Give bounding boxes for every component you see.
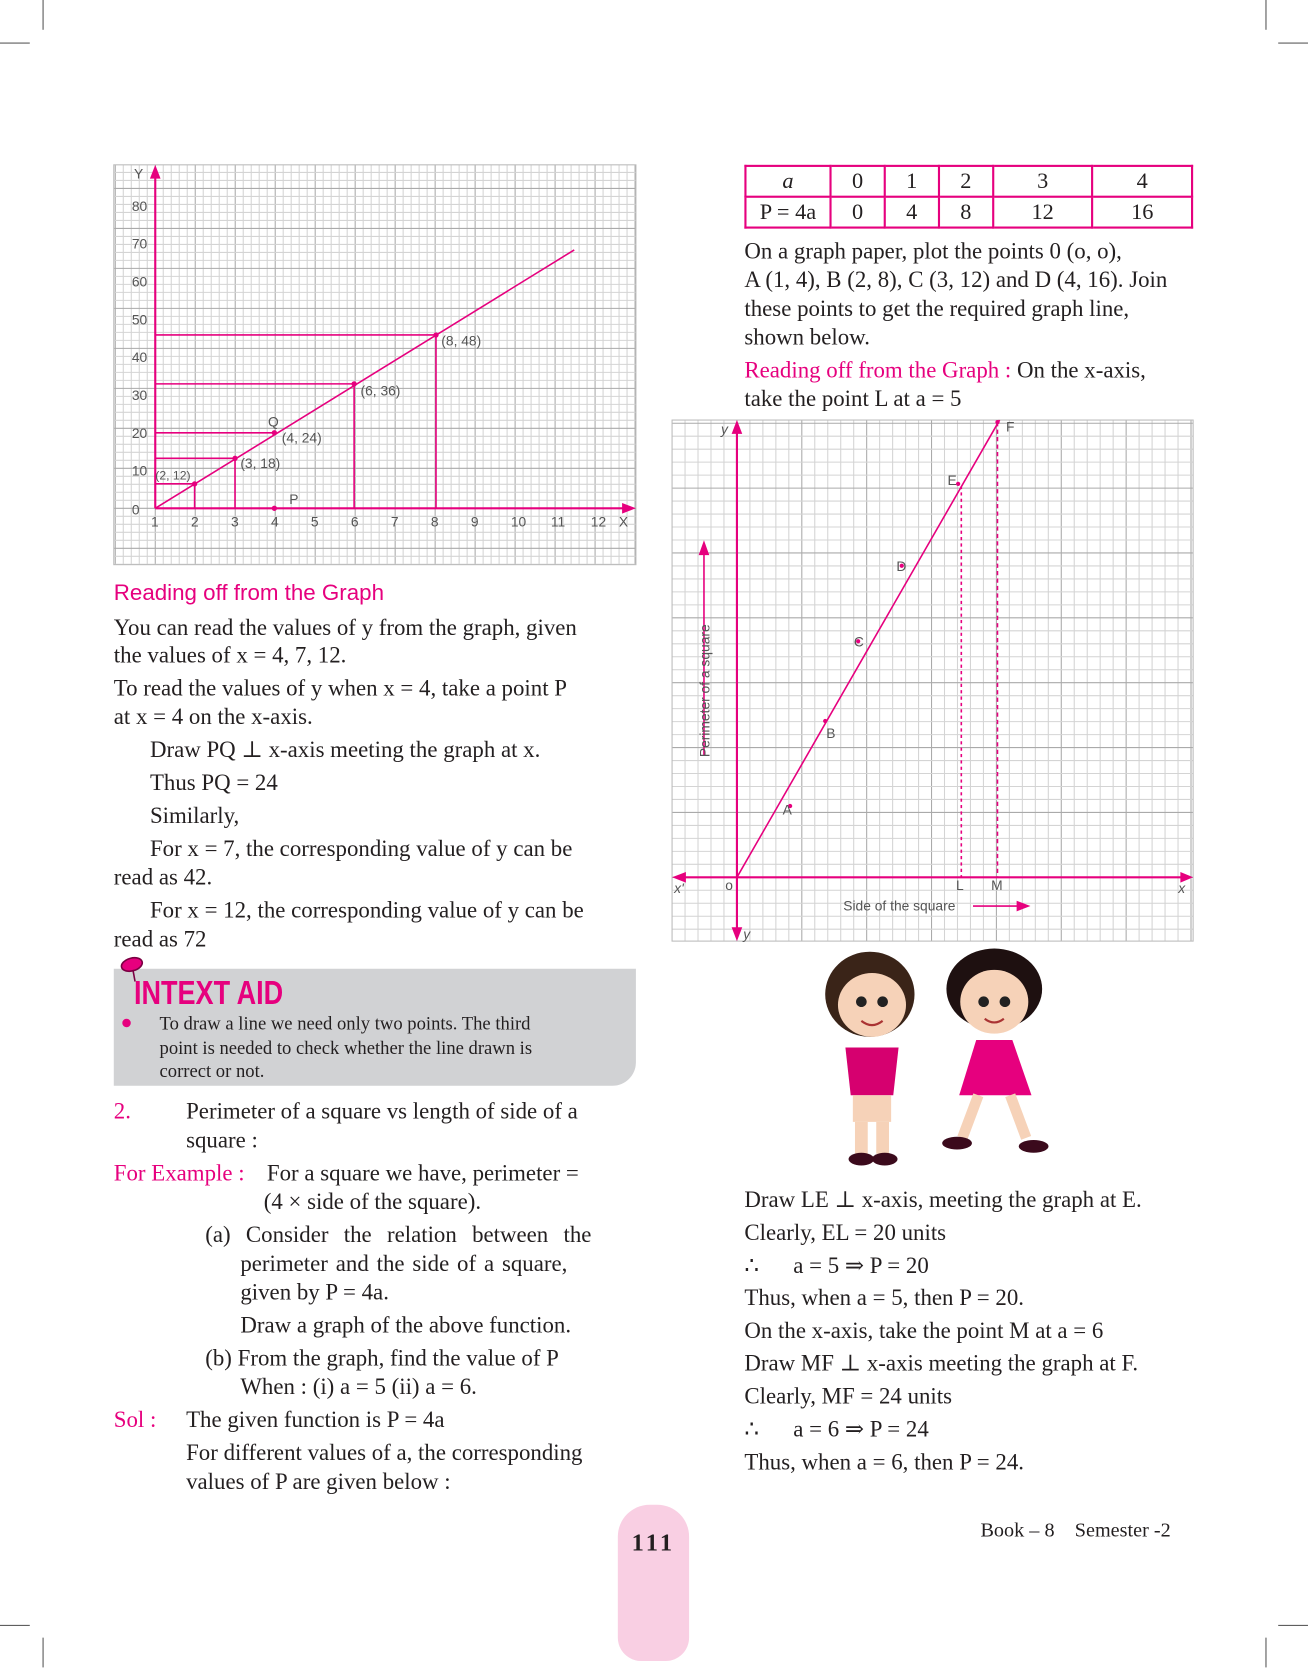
girl-illustration xyxy=(942,949,1048,1153)
text-line: For different values of a, the corresponding xyxy=(186,1439,583,1466)
arrow-icon xyxy=(732,420,743,434)
y-neg-label: y xyxy=(743,925,751,942)
crop-mark xyxy=(0,1625,30,1626)
bullet xyxy=(122,1019,131,1028)
table-cell: P = 4a xyxy=(745,197,830,228)
text-line: the values of x = 4, 7, 12. xyxy=(113,642,347,668)
point-label: A xyxy=(782,801,792,818)
text-line: Thus, when a = 5, then P = 20. xyxy=(744,1284,1024,1311)
reading-label: Reading off from the Graph : xyxy=(744,357,1012,383)
y-tick-label: 0 xyxy=(131,501,140,518)
text-line: shown below. xyxy=(744,324,870,350)
x-axis-label: x xyxy=(1178,880,1186,897)
point-label: (6, 36) xyxy=(360,382,401,399)
m-label: M xyxy=(991,877,1003,894)
point-label: (2, 12) xyxy=(155,468,191,483)
y-axis-title: Perimeter of a square xyxy=(696,624,713,758)
text-line: these points to get the required graph line, xyxy=(744,295,1130,322)
text-line: You can read the values of y from the graph, given xyxy=(113,614,577,641)
table-cell: 4 xyxy=(1092,166,1192,197)
x-axis-label: X xyxy=(618,513,629,530)
table-cell: 4 xyxy=(885,197,939,228)
page-number-tab xyxy=(618,1505,689,1661)
crop-mark xyxy=(1265,1638,1266,1668)
y-tick-label: 60 xyxy=(131,273,148,290)
point-label: E xyxy=(947,471,957,488)
text-line: Draw PQ ⊥ x-axis meeting the graph at x. xyxy=(149,736,541,763)
text-line: at x = 4 on the x-axis. xyxy=(113,703,313,730)
text-line: To read the values of y when x = 4, take a point P xyxy=(113,675,567,701)
table-cell: 0 xyxy=(831,197,885,228)
x-tick-label: 3 xyxy=(230,513,239,530)
book-info: Book – 8 Semester -2 xyxy=(980,1519,1171,1542)
table-cell: 8 xyxy=(939,197,993,228)
text-line: Draw MF ⊥ x-axis meeting the graph at F. xyxy=(744,1350,1139,1377)
origin-label: o xyxy=(725,877,733,894)
y-tick-label: 80 xyxy=(131,197,148,214)
x-tick-label: 1 xyxy=(151,513,159,530)
x-neg-label: x' xyxy=(674,880,684,897)
point-label: C xyxy=(853,633,864,650)
point-label: B xyxy=(826,724,836,741)
children-illustration xyxy=(808,946,1063,1175)
data-point xyxy=(823,719,827,723)
text-line: ∴ a = 5 ⇒ P = 20 xyxy=(744,1252,929,1279)
reading-rest: On the x-axis, xyxy=(1016,357,1146,383)
section-heading: Reading off from the Graph xyxy=(113,580,384,606)
point-label: (3, 18) xyxy=(240,454,281,471)
table-cell: 12 xyxy=(993,197,1093,228)
point-label: (8, 48) xyxy=(441,332,482,349)
y-tick-label: 40 xyxy=(131,349,148,366)
text-line: square : xyxy=(186,1127,258,1153)
crop-mark xyxy=(43,1638,44,1668)
text-line: For x = 7, the corresponding value of y can be xyxy=(149,835,573,862)
l-label: L xyxy=(955,877,964,894)
text-line: On the x-axis, take the point M at a = 6 xyxy=(744,1317,1104,1344)
text-line: Perimeter of a square vs length of side of a xyxy=(186,1098,578,1125)
point-label: (4, 24) xyxy=(281,429,322,446)
example-label: For Example : xyxy=(113,1160,245,1186)
y-tick-label: 50 xyxy=(131,311,148,328)
text-line: (4 × side of the square). xyxy=(263,1188,482,1215)
arrow-icon xyxy=(1017,901,1031,912)
x-tick-label: 5 xyxy=(310,513,319,530)
table-cell: 16 xyxy=(1092,197,1192,228)
text-line: take the point L at a = 5 xyxy=(744,386,962,412)
aid-line: point is needed to check whether the line drawn is xyxy=(159,1036,533,1059)
q-label: Q xyxy=(267,413,279,430)
table-cell: 0 xyxy=(831,166,885,197)
x-tick-label: 12 xyxy=(590,513,607,530)
aid-line: correct or not. xyxy=(159,1060,265,1082)
text-line: Clearly, EL = 20 units xyxy=(744,1219,947,1246)
text-line: On a graph paper, plot the points 0 (o, o), xyxy=(744,238,1122,264)
page-number: 111 xyxy=(631,1529,676,1556)
text-line: ∴ a = 6 ⇒ P = 24 xyxy=(744,1416,929,1442)
question-number: 2. xyxy=(113,1098,131,1125)
table-cell: 3 xyxy=(993,166,1093,197)
y-tick-label: 30 xyxy=(131,387,148,404)
text-line: (a) Consider the relation between the xyxy=(205,1221,592,1248)
x-tick-label: 6 xyxy=(350,513,359,530)
arrow-icon xyxy=(732,927,743,941)
x-tick-label: 4 xyxy=(270,513,279,530)
text-line: perimeter and the side of a square, xyxy=(240,1250,568,1277)
y-tick-label: 10 xyxy=(131,462,148,479)
point-label: D xyxy=(896,558,907,575)
text-line: read as 42. xyxy=(113,864,213,891)
aid-line: To draw a line we need only two points. The third xyxy=(159,1012,531,1034)
y-axis-label: y xyxy=(720,420,728,437)
y-tick-label: 70 xyxy=(131,235,148,252)
y-axis-label: Y xyxy=(133,165,144,182)
text-line: For x = 12, the corresponding value of y can be xyxy=(149,897,584,924)
text-line: Draw a graph of the above function. xyxy=(240,1312,572,1338)
x-axis-title: Side of the square xyxy=(843,897,956,914)
x-tick-label: 8 xyxy=(430,513,439,530)
text-line: Thus, when a = 6, then P = 24. xyxy=(744,1449,1024,1475)
table-cell: 1 xyxy=(885,166,939,197)
arrow-icon xyxy=(699,540,710,555)
text-line: read as 72 xyxy=(113,926,207,952)
x-tick-label: 11 xyxy=(550,513,566,530)
p-label: P xyxy=(289,491,299,508)
x-tick-label: 2 xyxy=(190,513,199,530)
x-tick-label: 9 xyxy=(470,513,479,530)
text-line: values of P are given below : xyxy=(186,1468,451,1495)
text-line: A (1, 4), B (2, 8), C (3, 12) and D (4, 16). Join xyxy=(744,266,1168,293)
text-line: The given function is P = 4a xyxy=(186,1406,445,1433)
intext-aid-title: INTEXT AID xyxy=(133,974,284,1012)
crop-mark xyxy=(1278,1625,1308,1626)
text-line: For a square we have, perimeter = xyxy=(266,1160,579,1186)
text-line: Thus PQ = 24 xyxy=(149,769,278,796)
boy-illustration xyxy=(825,952,914,1166)
x-tick-label: 10 xyxy=(510,513,527,530)
point-label: F xyxy=(1005,418,1015,435)
table-cell: a xyxy=(745,166,830,197)
text-line: When : (i) a = 5 (ii) a = 6. xyxy=(240,1373,477,1400)
y-tick-label: 20 xyxy=(131,424,148,441)
table-cell: 2 xyxy=(939,166,993,197)
text-line: (b) From the graph, find the value of P xyxy=(205,1345,559,1371)
text-line: given by P = 4a. xyxy=(240,1279,389,1305)
solution-label: Sol : xyxy=(113,1406,157,1433)
text-line: Clearly, MF = 24 units xyxy=(744,1383,953,1410)
text-line: Similarly, xyxy=(149,802,240,829)
text-line: Draw LE ⊥ x-axis, meeting the graph at E. xyxy=(744,1186,1142,1213)
x-tick-label: 7 xyxy=(390,513,399,530)
